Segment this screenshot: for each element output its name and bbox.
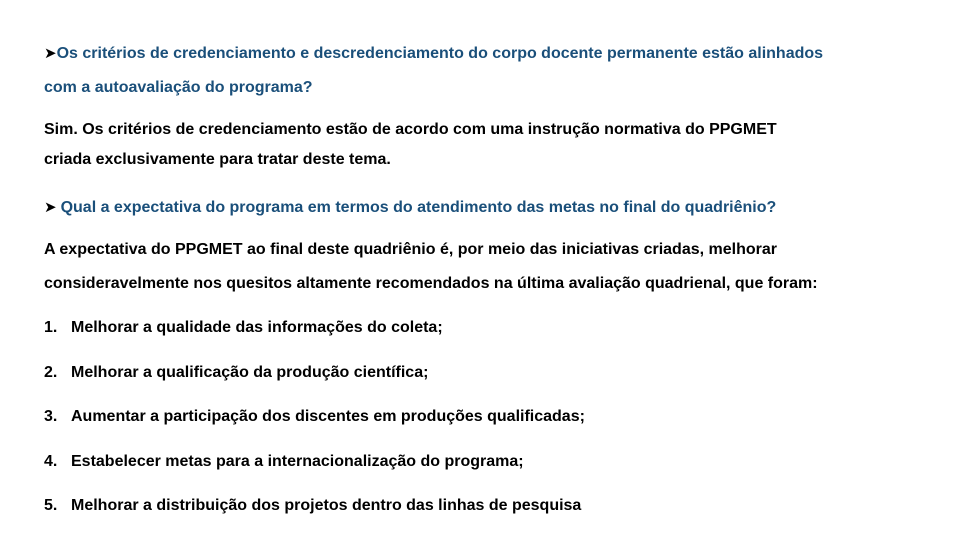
goal-number: 4. <box>44 453 58 470</box>
answer-2-line-1: A expectativa do PPGMET ao final deste quadriênio é, por meio das iniciativas criadas, melhorar <box>44 241 777 258</box>
goal-number: 5. <box>44 497 58 514</box>
arrow-head-icon: ➤ <box>44 44 57 62</box>
goal-number: 1. <box>44 319 58 336</box>
goal-item-4 <box>44 452 524 472</box>
goal-text: Melhorar a qualidade das informações do coleta; <box>71 319 443 336</box>
question-1-line-1 <box>44 43 823 64</box>
question-2 <box>44 197 776 218</box>
goal-text: Aumentar a participação dos discentes em produções qualificadas; <box>71 408 585 425</box>
arrow-head-icon: ➤ <box>44 198 57 216</box>
goal-item-3 <box>44 407 585 427</box>
goal-text: Melhorar a qualificação da produção científica; <box>71 364 429 381</box>
question-1-text-line-1: Os critérios de credenciamento e descredenciamento do corpo docente permanente estão alinhados <box>56 45 824 62</box>
goal-item-2 <box>44 363 428 383</box>
answer-1-line-1: Sim. Os critérios de credenciamento estão de acordo com uma instrução normativa do PPGMET <box>44 121 777 138</box>
goal-text: Estabelecer metas para a internacionalização do programa; <box>71 453 524 470</box>
question-2-text: Qual a expectativa do programa em termos do atendimento das metas no final do quadriênio? <box>60 199 777 216</box>
goal-item-1 <box>44 318 443 338</box>
question-1-line-2: com a autoavaliação do programa? <box>44 79 313 96</box>
goal-text: Melhorar a distribuição dos projetos dentro das linhas de pesquisa <box>71 497 582 514</box>
goal-number: 3. <box>44 408 58 425</box>
goal-number: 2. <box>44 364 58 381</box>
goal-item-5 <box>44 496 581 516</box>
answer-2-line-2: consideravelmente nos quesitos altamente recomendados na última avaliação quadrienal, que foram: <box>44 275 818 292</box>
answer-1-line-2: criada exclusivamente para tratar deste tema. <box>44 151 391 168</box>
